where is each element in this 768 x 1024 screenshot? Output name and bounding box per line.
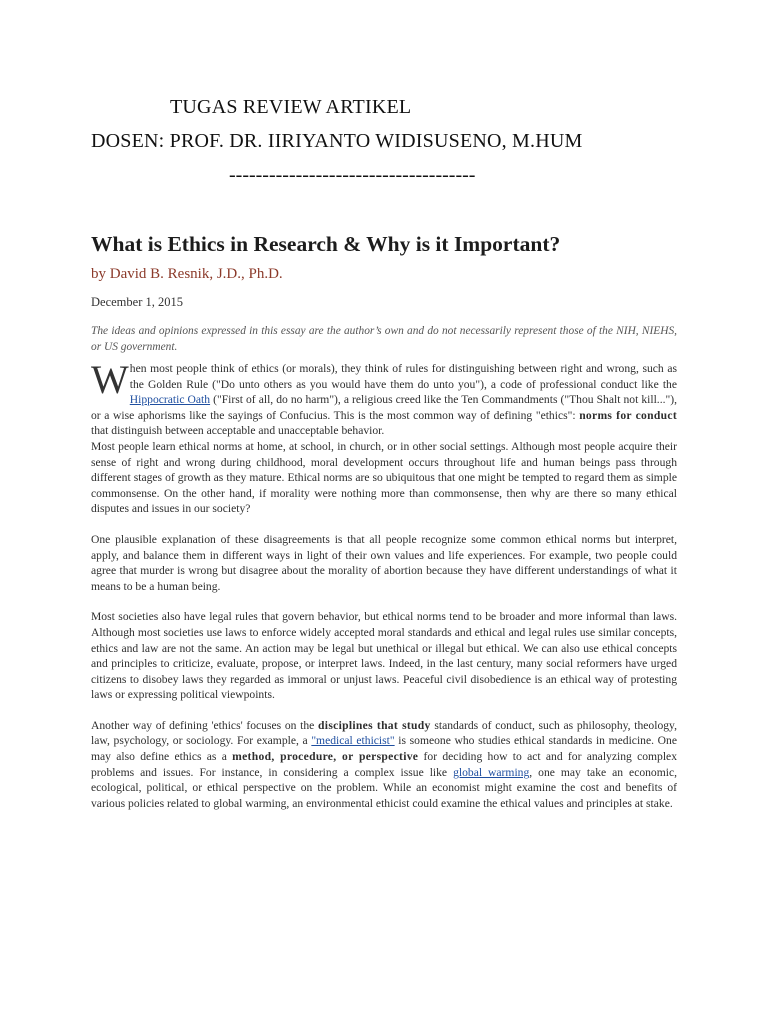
lecturer-name: DOSEN: PROF. DR. IIRIYANTO WIDISUSENO, M.HUM	[91, 130, 583, 152]
paragraph-5	[91, 718, 677, 812]
paragraph-1-text-a: hen most people think of ethics (or morals), they think of rules for distinguishing between right and wrong, such as the Golden Rule ("Do unto others as you would have them do unto you"), a code of professional conduct like the	[129, 362, 677, 391]
paragraph-1	[91, 357, 677, 439]
medical-ethicist-link[interactable]: "medical ethicist"	[311, 734, 395, 748]
article	[91, 232, 677, 811]
method-term: method, procedure, or perspective	[232, 750, 419, 764]
drop-cap: W	[91, 357, 129, 402]
separator-dashes: -------------------------------------	[229, 164, 476, 186]
global-warming-link[interactable]: global warming	[453, 765, 530, 779]
paragraph-1-text-b: ("First of all, do no harm"), a religious creed like the Ten Commandments ("Thou Shalt not kill..."), or a wise aphorisms like the sayings of Confucius. This is the most common way of defining "ethics":	[91, 393, 677, 422]
norms-for-conduct-term: norms for conduct	[579, 408, 677, 422]
hippocratic-oath-link[interactable]: Hippocratic Oath	[129, 393, 211, 407]
disciplines-term: disciplines that study	[318, 718, 431, 732]
paragraph-2: Most people learn ethical norms at home, at school, in church, or in other social settings. Although most people acquire their sense of right and wrong during childhood, moral development occurs throughout life and human beings pass through different stages of growth as they mature. Ethical norms are so ubiquitous that one might be tempted to regard them as simple commonsense. On the other hand, if morality were nothing more than commonsense, then why are there so many ethical disputes and issues in our society?	[91, 439, 677, 516]
paragraph-3: One plausible explanation of these disagreements is that all people recognize some common ethical norms but interpret, apply, and balance them in different ways in light of their own values and life experiences. For example, two people could agree that murder is wrong but disagree about the morality of abortion because they have different understandings of what it means to be a human being.	[91, 532, 677, 593]
paragraph-4: Most societies also have legal rules that govern behavior, but ethical norms tend to be broader and more informal than laws. Although most societies use laws to enforce widely accepted moral standards and ethical and legal rules use similar concepts, ethics and law are not the same. An action may be legal but unethical or illegal but ethical. We can also use ethical concepts and principles to criticize, evaluate, propose, or interpret laws. Indeed, in the last century, many social reformers have urged citizens to disobey laws they regarded as immoral or unjust laws. Peaceful civil disobedience is an ethical way of protesting laws or expressing political viewpoints.	[91, 610, 677, 702]
article-title: What is Ethics in Research & Why is it Important?	[91, 232, 561, 256]
article-disclaimer: The ideas and opinions expressed in this essay are the author’s own and do not necessarily represent those of the NIH, NIEHS, or US government.	[91, 325, 677, 353]
article-date: December 1, 2015	[91, 295, 183, 309]
paragraph-5-text-b: standards of conduct, such as philosophy, theology, law, psychology, or sociology. For example, a	[91, 718, 677, 748]
article-byline: by David B. Resnik, J.D., Ph.D.	[91, 266, 283, 282]
paragraph-1-text-c: that distinguish between acceptable and unacceptable behavior.	[91, 424, 385, 438]
paragraph-5-text-d: for deciding how to act and for analyzing complex problems and issues. For instance, in considering a complex issue like	[91, 750, 677, 779]
paragraph-5-text-a: Another way of defining 'ethics' focuses on the	[91, 718, 319, 732]
paragraph-5-text-c: is someone who studies ethical standards in medicine. One may also define ethics as a	[91, 734, 677, 764]
assignment-title: TUGAS REVIEW ARTIKEL	[170, 96, 412, 118]
paragraph-5-text-e: , one may take an economic, ecological, political, or ethical perspective on the problem. While an economist might examine the cost and benefits of various policies related to global warming, an environmental ethicist could examine the ethical values and principles at stake.	[91, 765, 678, 810]
